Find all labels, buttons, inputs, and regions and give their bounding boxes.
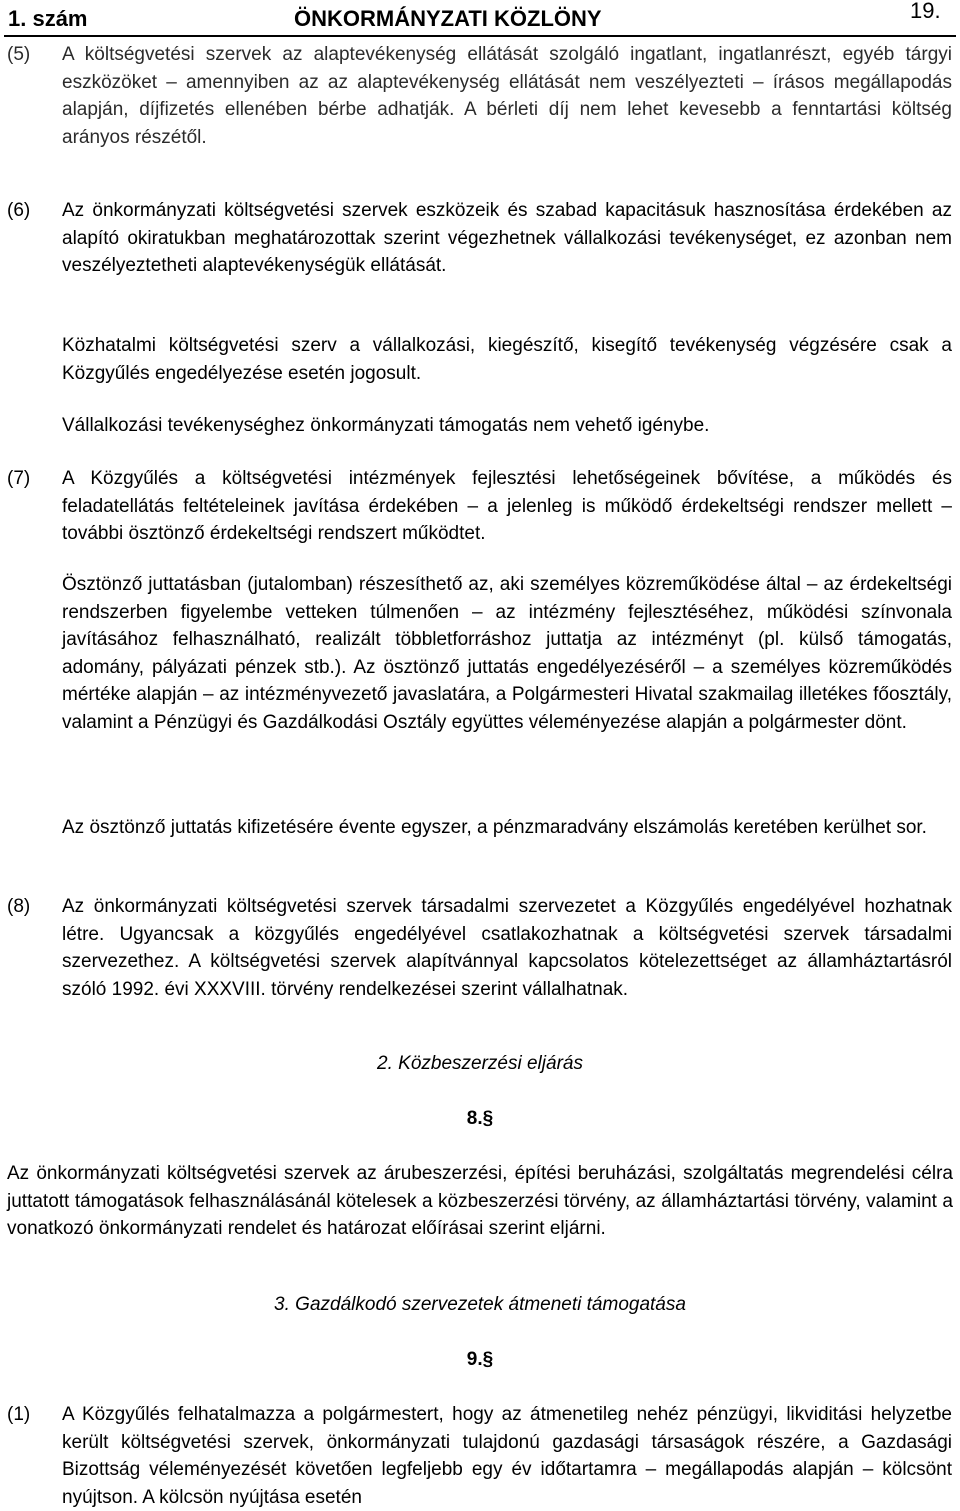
section-2-number: 8.§	[466, 1108, 494, 1129]
paragraph-text: Az önkormányzati költségvetési szervek eszközeik és szabad kapacitásuk hasznosítása érdekében az alapító okiratukban meghatározottak szerint végezhetnek vállalkozási tevékenységet, ez azonban nem veszélyeztetheti alaptevékenységük ellátását.	[62, 200, 952, 276]
header-rule	[4, 35, 956, 37]
paragraph-number: (8)	[7, 896, 31, 917]
paragraph-text: Az ösztönző juttatás kifizetésére évente egyszer, a pénzmaradvány elszámolás keretében kerülhet sor.	[62, 817, 927, 838]
paragraph-text: A Közgyűlés felhatalmazza a polgármestert, hogy az átmenetileg nehéz pénzügyi, likviditási helyzetbe került költségvetési szervek, önkormányzati tulajdonú gazdasági társaságok részére, a Gazdasági Bizottság véleményezését követően legfeljebb egy év időtartamra – megállapodás alapján – kölcsönt nyújtson. A kölcsön nyújtása esetén	[62, 1404, 952, 1508]
paragraph-text: Közhatalmi költségvetési szerv a vállalkozási, kiegészítő, kisegítő tevékenység végzésére csak a Közgyűlés engedélyezése esetén jogosult.	[62, 335, 952, 384]
section-3-title: 3. Gazdálkodó szervezetek átmeneti támogatása	[274, 1294, 686, 1315]
section-2-title: 2. Közbeszerzési eljárás	[377, 1053, 583, 1074]
paragraph-text: A Közgyűlés a költségvetési intézmények fejlesztési lehetőségeinek bővítése, a működés és feladatellátás feltételeinek javítása érdekében – a jelenleg is működő érdekeltségi rendszer mellett – további ösztönző érdekeltségi rendszert működtet.	[62, 468, 952, 544]
section-2-text: Az önkormányzati költségvetési szervek az árubeszerzési, építési beruházási, szolgáltatás megrendelési célra juttatott támogatások felhasználásánál kötelesek a közbeszerzési törvény, az államháztartási törvény, valamint a vonatkozó önkormányzati rendelet és határozat előírásai szerint eljárni.	[7, 1163, 953, 1239]
page-number: 19.	[910, 0, 941, 23]
page-header	[0, 0, 960, 34]
section-3-number: 9.§	[466, 1349, 494, 1370]
paragraph-number: (7)	[7, 468, 31, 489]
paragraph-text: Ösztönző juttatásban (jutalomban) részesíthető az, aki személyes közreműködése által – az érdekeltségi rendszerben figyelembe vetteken túlmenően – az intézmény fejlesztéséhez, működési színvonala javításához felhasználható, realizált többletforráshoz juttatja az intézményt (pl. külső támogatás, adomány, pályázati pénzek stb.). Az ösztönző juttatás engedélyezéséről – a személyes közreműködés mértéke alapján – az intézményvezető javaslatára, a Polgármesteri Hivatal szakmailag illetékes főosztály, valamint a Pénzügyi és Gazdálkodási Osztály együttes véleményezése alapján a polgármester dönt.	[62, 574, 952, 733]
issue-number: 1. szám	[8, 6, 88, 31]
paragraph-text: A költségvetési szervek az alaptevékenység ellátását szolgáló ingatlant, ingatlanrészt, egyéb tárgyi eszközöket – amennyiben az az alaptevékenység ellátását nem veszélyezteti – írásos megállapodás alapján, díjfizetés ellenében bérbe adhatják. A bérleti díj nem lehet kevesebb a fenntartási költség arányos részétől.	[62, 44, 952, 148]
paragraph-number: (6)	[7, 200, 31, 221]
journal-title: ÖNKORMÁNYZATI KÖZLÖNY	[294, 6, 602, 31]
paragraph-text: Vállalkozási tevékenységhez önkormányzati támogatás nem vehető igénybe.	[62, 415, 710, 436]
paragraph-text: Az önkormányzati költségvetési szervek társadalmi szervezetet a Közgyűlés engedélyével hozhatnak létre. Ugyancsak a közgyűlés engedélyével csatlakozhatnak a költségvetési szervek társadalmi szervezethez. A költségvetési szervek alapítvánnyal kapcsolatos kötelezettséget az államháztartásról szóló 1992. évi XXXVIII. törvény rendelkezései szerint vállalhatnak.	[62, 896, 952, 1000]
paragraph-number: (5)	[7, 44, 31, 65]
paragraph-number: (1)	[7, 1404, 31, 1425]
